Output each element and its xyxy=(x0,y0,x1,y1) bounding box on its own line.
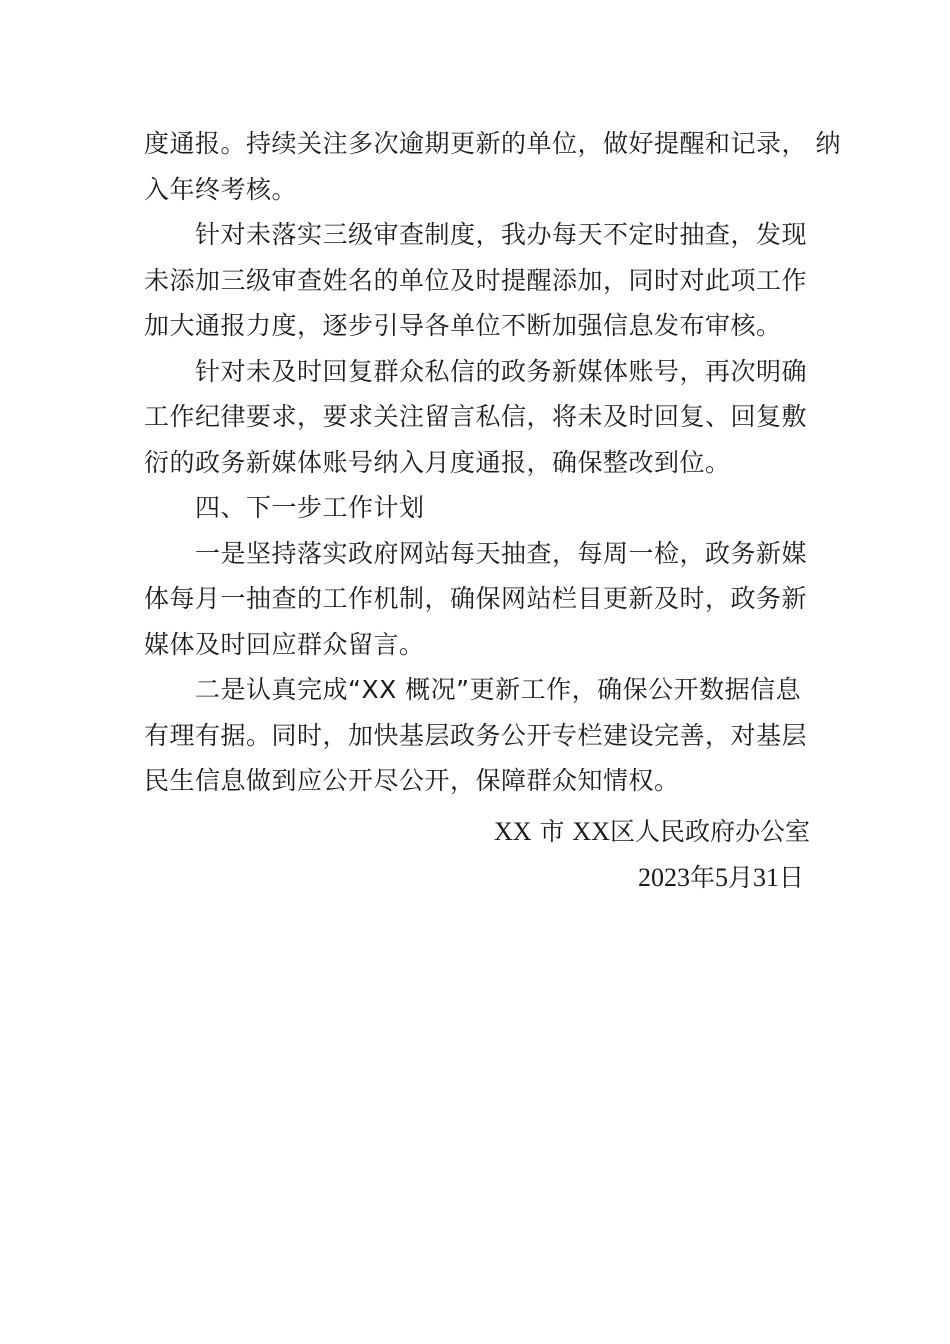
text-line: 入年终考核。 xyxy=(144,174,298,204)
body-text xyxy=(144,121,841,804)
text-line: 衍的政务新媒体账号纳入月度通报，确保整改到位。 xyxy=(144,447,731,477)
text-line: 针对未落实三级审查制度，我办每天不定时抽查，发现 xyxy=(144,220,808,249)
text-line: 度通报。持续关注多次逾期更新的单位，做好提醒和记录， 纳 xyxy=(144,129,841,158)
text-line: 二是认真完成“XX 概况”更新工作，确保公开数据信息 xyxy=(144,675,802,704)
signature-date: 2023年5月31日 xyxy=(637,863,804,892)
text-line: 有理有据。同时，加快基层政务公开专栏建设完善，对基层 xyxy=(144,720,808,750)
text-line: 体每月一抽查的工作机制，确保网站栏目更新及时，政务新 xyxy=(144,584,808,613)
text-line: 针对未及时回复群众私信的政务新媒体账号，再次明确 xyxy=(144,356,808,386)
text-line: 民生信息做到应公开尽公开，保障群众知情权。 xyxy=(144,766,680,795)
text-line: 未添加三级审查姓名的单位及时提醒添加，同时对此项工作 xyxy=(144,265,808,295)
text-line: 一是坚持落实政府网站每天抽查，每周一检，政务新媒 xyxy=(144,538,808,568)
section-heading: 四、下一步工作计划 xyxy=(144,493,425,522)
signature-organization: XX 市 XX区人民政府办公室 xyxy=(493,817,810,846)
text-line: 工作纪律要求，要求关注留言私信，将未及时回复、回复敷 xyxy=(144,402,808,431)
text-line: 加大通报力度，逐步引导各单位不断加强信息发布审核。 xyxy=(144,311,782,340)
text-line: 媒体及时回应群众留言。 xyxy=(144,629,425,659)
